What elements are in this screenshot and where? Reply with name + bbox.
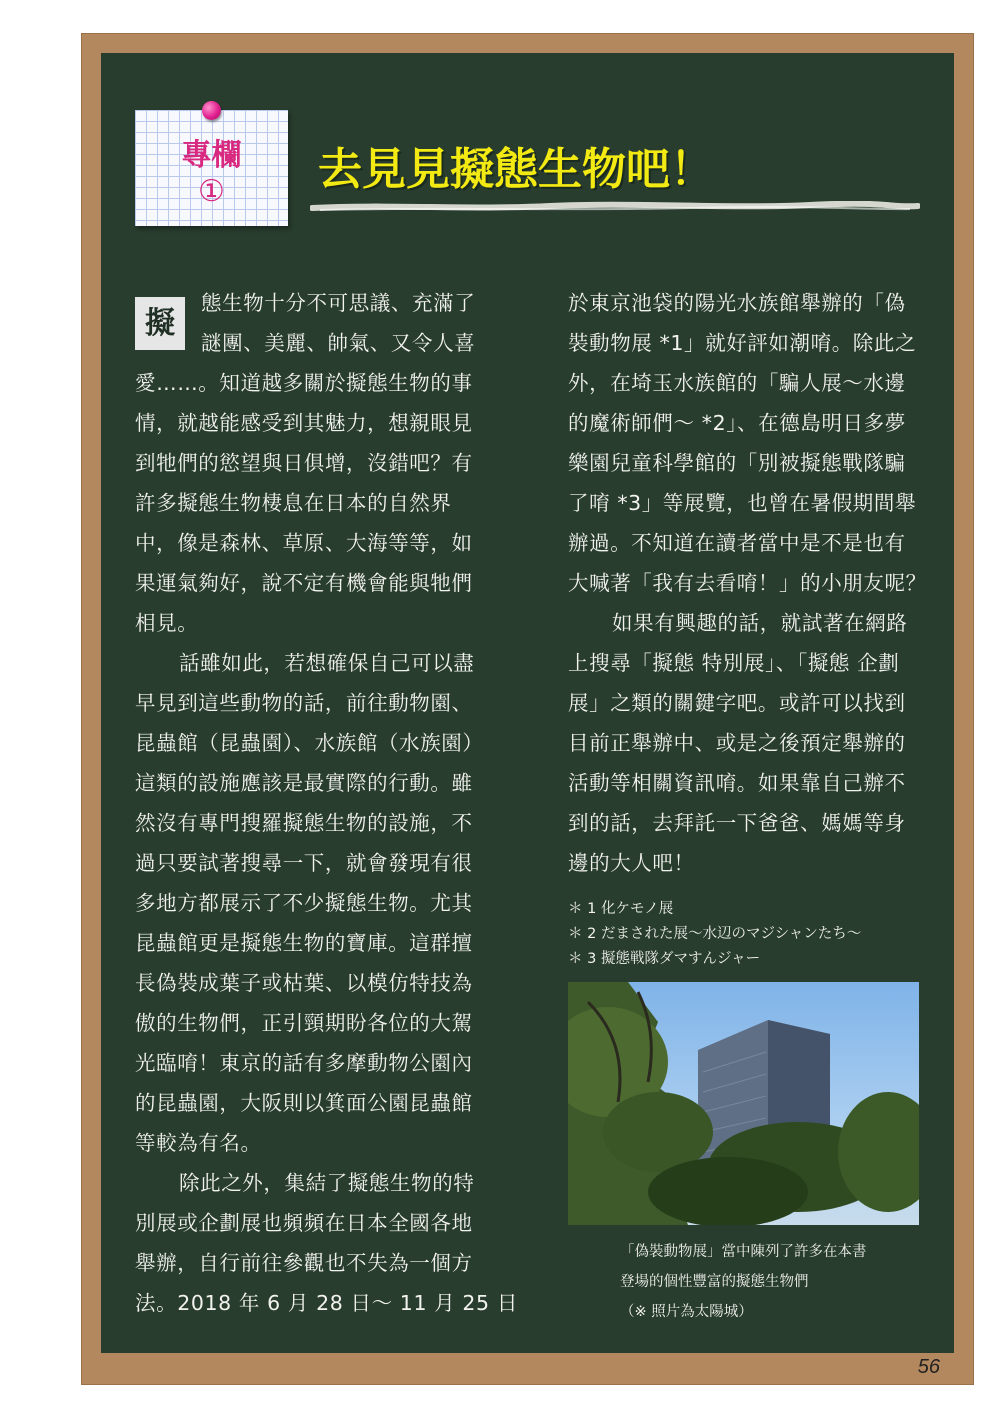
text-line: 別展或企劃展也頻頻在日本全國各地 <box>135 1211 473 1235</box>
text-line: 話雖如此，若想確保自己可以盡 <box>179 651 475 675</box>
text-line: 情，就越能感受到其魅力，想親眼見 <box>135 411 473 435</box>
text-line: 邊的大人吧！ <box>568 851 695 875</box>
page-title: 去見見擬態生物吧！ <box>318 144 714 195</box>
drop-cap: 擬 <box>135 297 185 350</box>
chalk-underline <box>310 201 920 213</box>
text-line: 中，像是森林、草原、大海等等，如 <box>135 531 473 555</box>
building-photo <box>568 982 919 1225</box>
text-line: 了唷 *3」等展覽，也曾在暑假期間舉 <box>568 491 917 515</box>
text-line: 裝動物展 *1」就好評如潮唷。除此之 <box>568 331 917 355</box>
text-line: 態生物十分不可思議、充滿了 <box>201 291 476 315</box>
caption-line: （※ 照片為太陽城） <box>620 1304 753 1320</box>
text-line: 目前正舉辦中、或是之後預定舉辦的 <box>568 731 906 755</box>
text-line: 昆蟲館更是擬態生物的寶庫。這群擅 <box>135 931 473 955</box>
text-line: 許多擬態生物棲息在日本的自然界 <box>135 491 452 515</box>
footnotes <box>568 897 920 972</box>
text-line: 樂園兒童科學館的「別被擬態戰隊騙 <box>568 451 906 475</box>
text-line: 過只要試著搜尋一下，就會發現有很 <box>135 851 473 875</box>
column-label: 專欄 <box>181 138 242 173</box>
text-line: 的昆蟲園，大阪則以箕面公園昆蟲館 <box>135 1091 473 1115</box>
text-line: 長偽裝成葉子或枯葉、以模仿特技為 <box>135 971 473 995</box>
text-line: 果運氣夠好，說不定有機會能與牠們 <box>135 571 473 595</box>
text-line: 等較為有名。 <box>135 1131 262 1155</box>
text-line: 傲的生物們，正引頸期盼各位的大駕 <box>135 1011 473 1035</box>
pushpin-icon <box>202 101 221 120</box>
text-line: 然沒有專門搜羅擬態生物的設施，不 <box>135 811 473 835</box>
page-number: 56 <box>917 1356 940 1378</box>
text-line: 活動等相關資訊唷。如果靠自己辦不 <box>568 771 906 795</box>
text-line: 於東京池袋的陽光水族館舉辦的「偽 <box>568 291 906 315</box>
text-line: 法。2018 年 6 月 28 日～ 11 月 25 日 <box>135 1291 518 1315</box>
footnote: ＊ 2 だまされた展～水辺のマジシャンたち～ <box>568 926 862 942</box>
text-line: 早見到這些動物的話，前往動物園、 <box>135 691 473 715</box>
text-line: 昆蟲館（昆蟲園）、水族館（水族園） <box>135 731 484 755</box>
column-number: ① <box>198 174 225 209</box>
text-line: 相見。 <box>135 611 199 635</box>
text-line: 到牠們的慾望與日俱增，沒錯吧？有 <box>135 451 473 475</box>
text-line: 辦過。不知道在讀者當中是不是也有 <box>568 531 906 555</box>
text-line: 的魔術師們～ *2」、在德島明日多夢 <box>568 411 906 435</box>
footnote: ＊ 3 擬態戦隊ダマすんジャー <box>568 951 761 967</box>
text-line: 除此之外，集結了擬態生物的特 <box>179 1171 475 1195</box>
text-line: 外，在埼玉水族館的「騙人展～水邊 <box>568 371 906 395</box>
left-column <box>135 283 518 1323</box>
caption-line: 「偽裝動物展」當中陳列了許多在本書 <box>620 1244 867 1260</box>
text-line: 大喊著「我有去看唷！」的小朋友呢？ <box>568 571 927 595</box>
text-line: 到的話，去拜託一下爸爸、媽媽等身 <box>568 811 906 835</box>
text-line: 謎團、美麗、帥氣、又令人喜 <box>201 331 476 355</box>
photo-illustration <box>568 982 919 1225</box>
footnote: ＊ 1 化ケモノ展 <box>568 901 674 917</box>
photo-caption <box>620 1237 930 1327</box>
text-line: 多地方都展示了不少擬態生物。尤其 <box>135 891 473 915</box>
text-line: 如果有興趣的話，就試著在網路 <box>612 611 908 635</box>
text-line: 舉辦，自行前往參觀也不失為一個方 <box>135 1251 473 1275</box>
text-line: 愛……。知道越多關於擬態生物的事 <box>135 371 473 395</box>
text-line: 上搜尋「擬態 特別展」、「擬態 企劃 <box>568 651 900 675</box>
text-line: 展」之類的關鍵字吧。或許可以找到 <box>568 691 906 715</box>
right-column <box>568 283 927 883</box>
text-line: 光臨唷！東京的話有多摩動物公園內 <box>135 1051 473 1075</box>
caption-line: 登場的個性豐富的擬態生物們 <box>620 1274 809 1290</box>
text-line: 這類的設施應該是最實際的行動。雖 <box>135 771 473 795</box>
